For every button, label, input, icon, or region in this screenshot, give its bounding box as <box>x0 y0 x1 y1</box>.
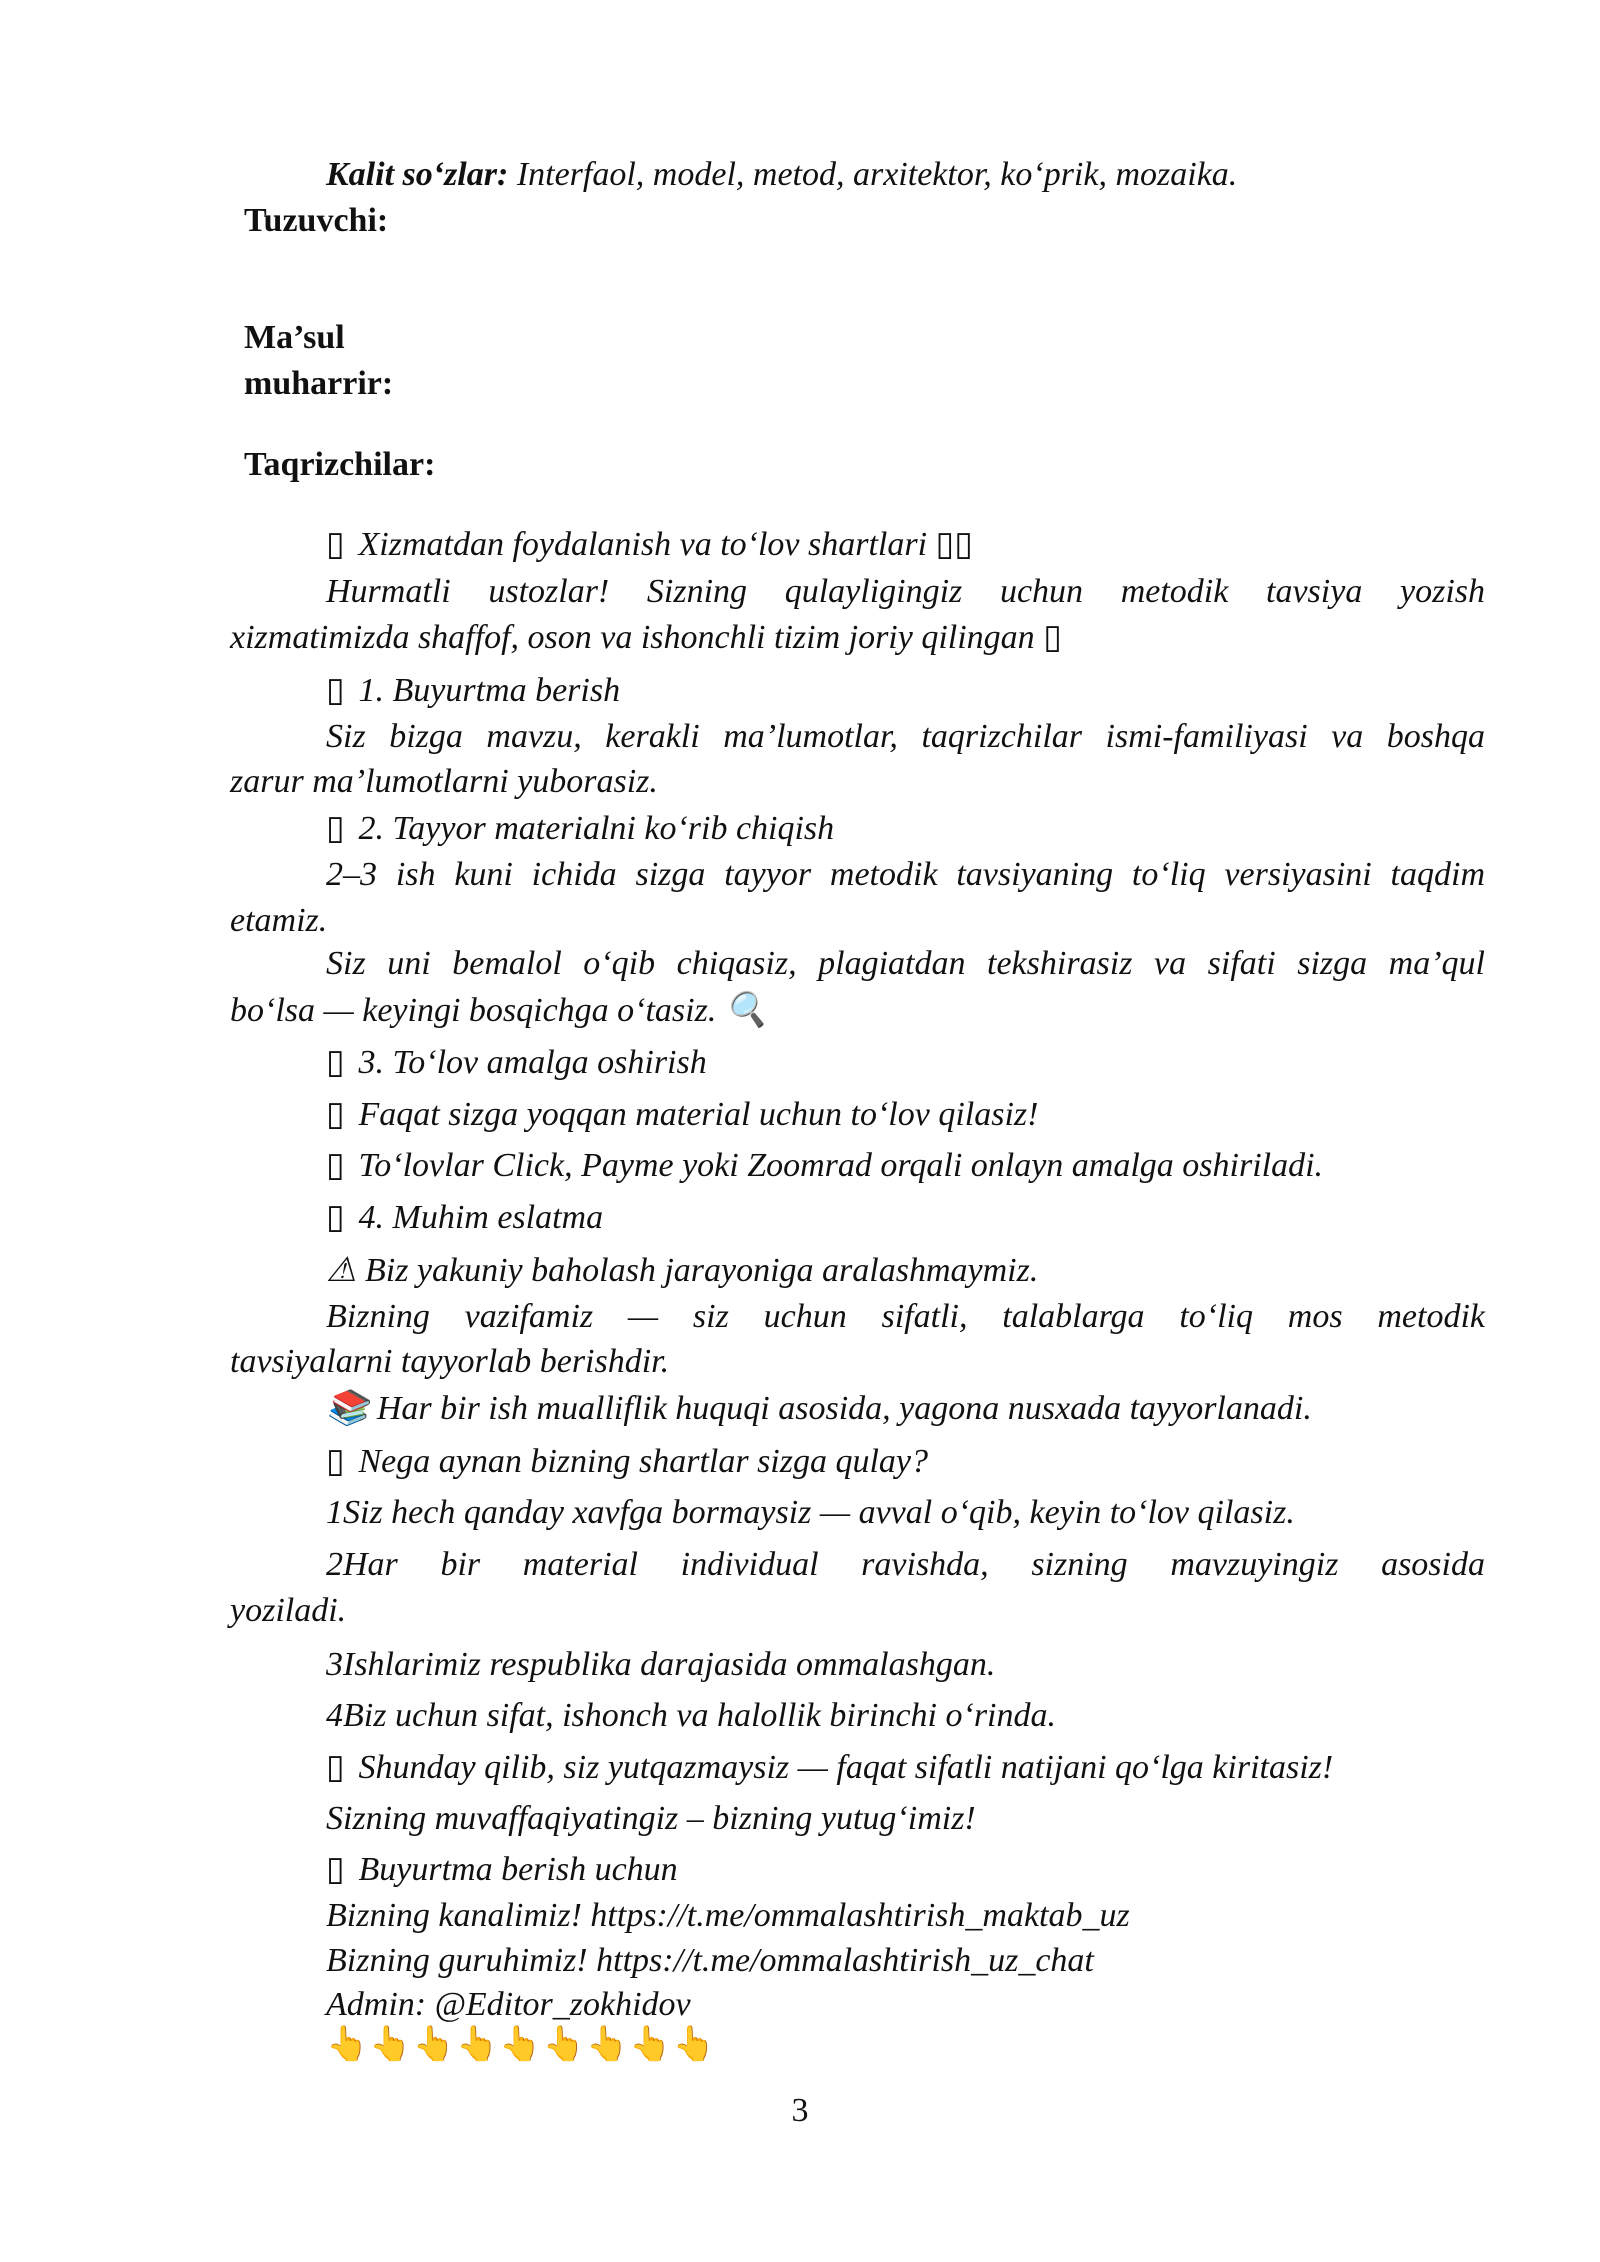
order-title <box>326 1847 1485 1893</box>
step1-title <box>326 668 1485 714</box>
editor-label-line1: Ma’sul <box>244 319 345 356</box>
step3-line2 <box>326 1143 1485 1189</box>
editor-label-line2: muharrir: <box>244 365 394 402</box>
group-line: Bizning guruhimiz! https://t.me/ommalashtirish_uz_chat <box>326 1942 1094 1979</box>
step2-line1: 2–3 ish kuni ichida sizga tayyor metodik tavsiyaning to‘liq versiyasini taqdim <box>326 856 1485 893</box>
step4-title-text: 4. Muhim eslatma <box>350 1199 604 1236</box>
square-icon: ▯ <box>326 1147 345 1184</box>
step3-line1 <box>326 1092 1485 1138</box>
closing-2: Sizning muvaffaqiyatingiz – bizning yutug‘imiz! <box>326 1800 976 1837</box>
closing-1-text: Shunday qilib, siz yutqazmaysiz — faqat sifatli natijani qo‘lga kiritasiz! <box>350 1749 1334 1786</box>
square-icon: ▯ <box>326 1443 345 1480</box>
step1-title-text: 1. Buyurtma berish <box>350 672 621 709</box>
reviewers-label: Taqrizchilar: <box>244 446 436 483</box>
intro-line1: Hurmatli ustozlar! Sizning qulayligingiz uchun metodik tavsiya yozish <box>326 573 1485 610</box>
square-icon: ▯ <box>326 1749 345 1786</box>
step1-line2: zarur ma’lumotlarni yuborasiz. <box>230 763 658 800</box>
why-title-text: Nega aynan bizning shartlar sizga qulay? <box>350 1443 929 1480</box>
square-icon: ▯ <box>326 1199 345 1236</box>
service-title <box>326 522 1485 568</box>
step4-title <box>326 1195 1485 1241</box>
admin-line: Admin: @Editor_zokhidov <box>326 1986 691 2023</box>
why-2-line1: 2Har bir material individual ravishda, sizning mavzuyingiz asosida <box>326 1546 1485 1583</box>
square-icon: ▯ <box>326 810 345 847</box>
square-icon: ▯ <box>326 526 345 563</box>
step2-title <box>326 806 1485 852</box>
compiler-label: Tuzuvchi: <box>244 202 389 239</box>
why-4: 4Biz uchun sifat, ishonch va halollik birinchi o‘rinda. <box>326 1697 1057 1734</box>
intro-line2-text: xizmatimizda shaffof, oson va ishonchli tizim joriy qilingan <box>230 619 1044 656</box>
square-icon: ▯ <box>326 672 345 709</box>
order-title-text: Buyurtma berish uchun <box>350 1851 678 1888</box>
step3-title <box>326 1040 1485 1086</box>
why-2-line2: yoziladi. <box>230 1592 347 1629</box>
step2-line2: etamiz. <box>230 902 328 939</box>
channel-line: Bizning kanalimiz! https://t.me/ommalashtirish_maktab_uz <box>326 1897 1130 1934</box>
why-title <box>326 1439 1485 1485</box>
square-icon: ▯ <box>326 1096 345 1133</box>
why-1: 1Siz hech qanday xavfga bormaysiz — avval o‘qib, keyin to‘lov qilasiz. <box>326 1494 1295 1531</box>
intro-line2 <box>230 615 1485 661</box>
square-icon: ▯ <box>326 1044 345 1081</box>
step1-line1: Siz bizga mavzu, kerakli ma’lumotlar, taqrizchilar ismi-familiyasi va boshqa <box>326 718 1485 755</box>
step4-line2: Bizning vazifamiz — siz uchun sifatli, talablarga to‘liq mos metodik <box>326 1298 1485 1335</box>
pointer-icons: 👆👆👆👆👆👆👆👆👆 <box>326 2026 717 2063</box>
why-3: 3Ishlarimiz respublika darajasida ommalashgan. <box>326 1646 996 1683</box>
step3-title-text: 3. To‘lov amalga oshirish <box>350 1044 707 1081</box>
step2-line3: Siz uni bemalol o‘qib chiqasiz, plagiatdan tekshirasiz va sifati sizga ma’qul <box>326 945 1485 982</box>
step3-line1-text: Faqat sizga yoqqan material uchun to‘lov qilasiz! <box>350 1096 1039 1133</box>
keywords-label: Kalit so‘zlar: <box>326 156 509 193</box>
step4-line4: 📚 Har bir ish mualliflik huquqi asosida, yagona nusxada tayyorlanadi. <box>326 1390 1312 1427</box>
closing-1 <box>326 1745 1485 1791</box>
service-title-text: Xizmatdan foydalanish va to‘lov shartlari <box>350 526 936 563</box>
keywords-line <box>326 152 1485 198</box>
square-icon: ▯▯ <box>935 526 973 563</box>
keywords-text: Interfaol, model, metod, arxitektor, ko‘prik, mozaika. <box>508 156 1238 193</box>
step3-line2-text: To‘lovlar Click, Payme yoki Zoomrad orqali onlayn amalga oshiriladi. <box>350 1147 1324 1184</box>
square-icon: ▯ <box>1043 619 1062 656</box>
step4-line1: ⚠ Biz yakuniy baholash jarayoniga aralashmaymiz. <box>326 1252 1039 1289</box>
step4-line3: tavsiyalarni tayyorlab berishdir. <box>230 1343 670 1380</box>
step2-line4: bo‘lsa — keyingi bosqichga o‘tasiz. 🔍 <box>230 992 768 1029</box>
step2-title-text: 2. Tayyor materialni ko‘rib chiqish <box>350 810 835 847</box>
square-icon: ▯ <box>326 1851 345 1888</box>
page-number: 3 <box>791 2092 809 2129</box>
